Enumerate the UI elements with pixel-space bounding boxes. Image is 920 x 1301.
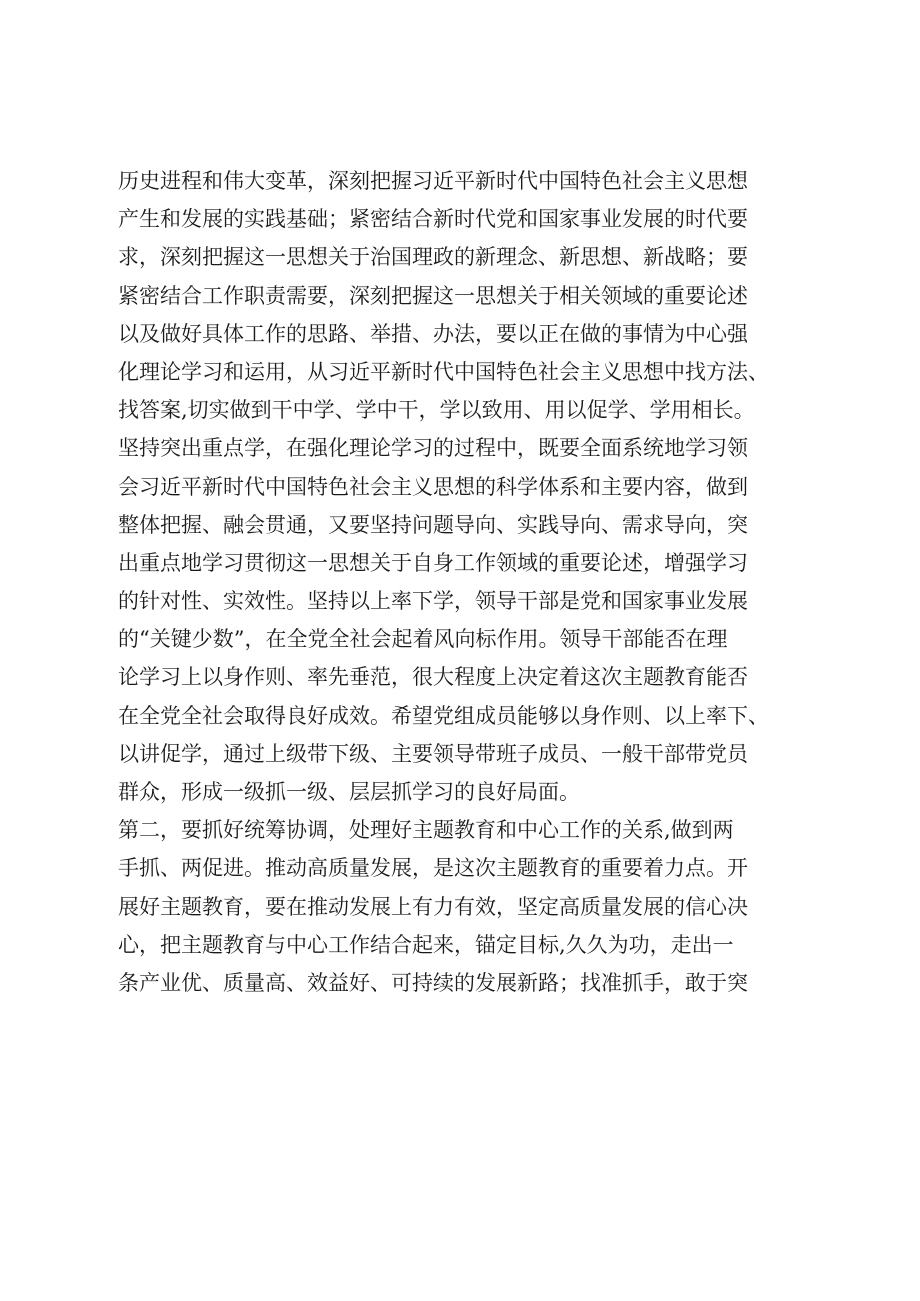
- text-line: 条产业优、质量高、效益好、可持续的发展新路；找准抓手，敢于突: [118, 970, 748, 995]
- text-line: 出重点地学习贯彻这一思想关于自身工作领域的重要论述，增强学习: [118, 550, 748, 575]
- text-line: 心，把主题教育与中心工作结合起来，锚定目标,久久为功，走出一: [118, 932, 734, 957]
- text-line: 的“关键少数”，在全党全社会起着风向标作用。领导干部能否在理: [118, 627, 728, 652]
- text-line: 论学习上以身作则、率先垂范，很大程度上决定着这次主题教育能否: [118, 665, 748, 690]
- text-line: 求，深刻把握这一思想关于治国理政的新理念、新思想、新战略；要: [118, 245, 748, 270]
- text-line: 紧密结合工作职责需要，深刻把握这一思想关于相关领域的重要论述: [118, 283, 748, 308]
- text-line: 历史进程和伟大变革，深刻把握习近平新时代中国特色社会主义思想: [118, 169, 748, 193]
- text-line: 找答案,切实做到干中学、学中干，学以致用、用以促学、学用相长。: [118, 398, 755, 423]
- text-line: 以讲促学，通过上级带下级、主要领导带班子成员、一般干部带党员: [118, 741, 748, 766]
- text-line: 第二，要抓好统筹协调，处理好主题教育和中心工作的关系,做到两: [118, 818, 734, 843]
- text-line: 展好主题教育，要在推动发展上有力有效，坚定高质量发展的信心决: [118, 894, 748, 919]
- text-line: 的针对性、实效性。坚持以上率下学，领导干部是党和国家事业发展: [118, 589, 748, 614]
- text-line: 坚持突出重点学，在强化理论学习的过程中，既要全面系统地学习领: [118, 436, 748, 461]
- text-line: 会习近平新时代中国特色社会主义思想的科学体系和主要内容，做到: [118, 474, 748, 499]
- text-line: 手抓、两促进。推动高质量发展，是这次主题教育的重要着力点。开: [118, 856, 748, 881]
- text-line: 在全党全社会取得良好成效。希望党组成员能够以身作则、以上率下、: [118, 703, 769, 728]
- text-line: 产生和发展的实践基础；紧密结合新时代党和国家事业发展的时代要: [118, 207, 748, 232]
- text-line: 群众，形成一级抓一级、层层抓学习的良好局面。: [118, 780, 580, 804]
- body-text: [118, 162, 838, 1002]
- text-line: 化理论学习和运用，从习近平新时代中国特色社会主义思想中找方法、: [118, 359, 769, 384]
- text-line: 以及做好具体工作的思路、举措、办法，要以正在做的事情为中心强: [118, 321, 748, 346]
- text-line: 整体把握、融会贯通，又要坚持问题导向、实践导向、需求导向，突: [118, 512, 748, 537]
